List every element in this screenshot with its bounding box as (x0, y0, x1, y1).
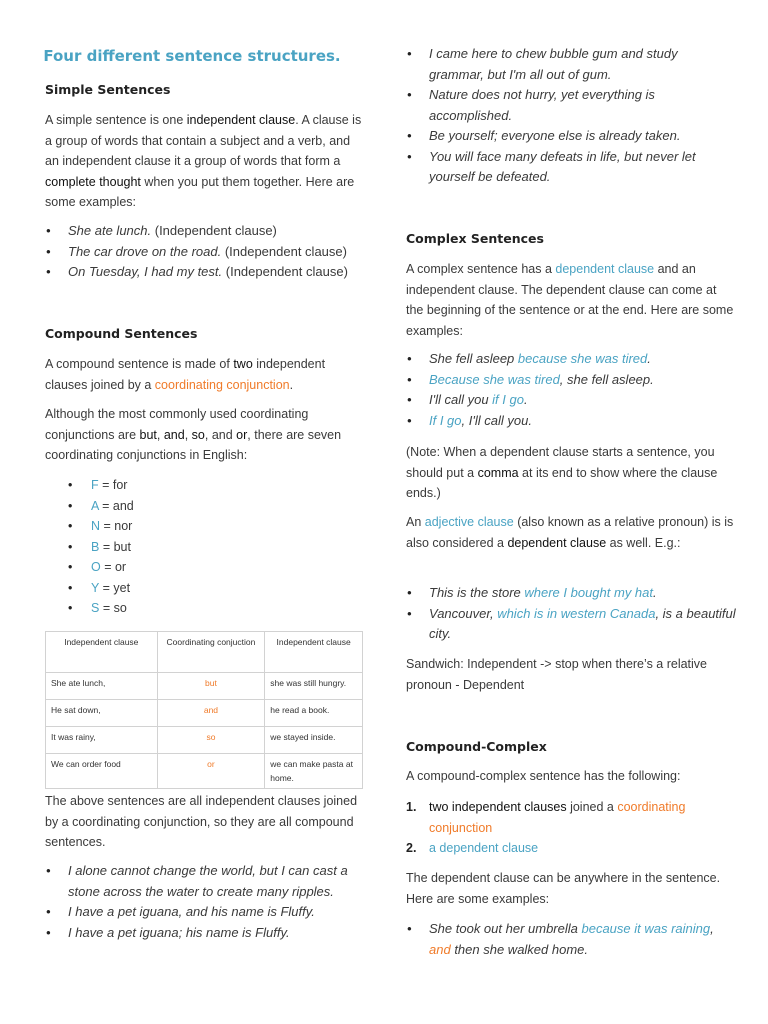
table-header-cell: Coordinating conjuction (157, 632, 265, 673)
compound-complex-heading: Compound-Complex (406, 739, 547, 754)
text-span: , (710, 921, 714, 936)
text-span: but (139, 427, 157, 442)
list-item (406, 583, 736, 604)
text-span: adjective clause (424, 515, 514, 529)
list-item: • I have a pet iguana, and his name is Fluffy. (45, 902, 363, 923)
text-span: . (523, 392, 528, 407)
text-span: Although the most commonly used coordinating conjunctions are (45, 407, 309, 442)
text-span: . (653, 585, 657, 600)
table-header-cell: Independent clause (46, 632, 158, 673)
compound-complex-examples (406, 919, 736, 960)
text-span: Vancouver, (429, 605, 498, 621)
text-span: (Independent clause) (221, 243, 347, 259)
text-span: (also known as a relative pronoun) is is also considered a (406, 515, 734, 550)
list-item: • Be yourself; everyone else is already taken. (406, 126, 736, 147)
complex-paragraph (406, 259, 736, 341)
list-item (45, 242, 363, 263)
fanboys-meaning: = nor (100, 519, 133, 533)
text-span: independent clause (186, 113, 296, 127)
text-span: If I go (429, 412, 462, 428)
text-span: and an independent clause. The dependent clause can come at the beginning of the sentence or at the end. Here are some examples: (406, 262, 734, 338)
list-item: • You will face many defeats in life, but never let yourself be defeated. (406, 147, 736, 188)
list-item (406, 411, 736, 432)
numbered-item (406, 797, 736, 838)
table-row (46, 700, 363, 727)
conjunction-cell: and (157, 700, 265, 727)
text-span: . (647, 351, 651, 366)
text-span: , and (204, 427, 237, 442)
conjunction-cell: or (157, 754, 265, 789)
compound-paragraph-1 (45, 354, 363, 395)
text-span: An (406, 515, 425, 529)
list-item (45, 262, 363, 283)
list-item: • I have a pet iguana; his name is Fluffy. (45, 923, 363, 944)
fanboys-item (45, 496, 363, 517)
compound-complex-intro: A compound-complex sentence has the following: (406, 769, 681, 783)
text-span: because it was raining (581, 921, 711, 936)
fanboys-letter: N (91, 519, 101, 533)
text-span: which is in western Canada (497, 605, 656, 621)
clause-cell: we stayed inside. (265, 727, 363, 754)
text-span: Because she was tired (429, 371, 560, 387)
clause-cell: we can make pasta at home. (265, 754, 363, 789)
clause-cell: he read a book. (265, 700, 363, 727)
text-span: or (236, 427, 248, 442)
text-span: . A clause is a group of words that contain a subject and a verb, and an independent clause it a group of words that form a (45, 113, 362, 168)
conjunction-cell: but (157, 673, 265, 700)
text-span: when you put them together. Here are some examples: (45, 174, 355, 209)
fanboys-list (45, 475, 363, 619)
list-item (45, 221, 363, 242)
fanboys-item (45, 598, 363, 619)
compound-examples-continued (406, 44, 736, 188)
table-header-cell: Independent clause (265, 632, 363, 673)
fanboys-letter: O (91, 560, 101, 574)
page-title: Four different sentence structures. (43, 47, 341, 65)
after-table-paragraph: The above sentences are all independent clauses joined by a coordinating conjunction, so they are all compound sentences. (45, 794, 358, 849)
fanboys-meaning: = and (98, 498, 134, 513)
fanboys-item (45, 578, 363, 599)
table-row (46, 754, 363, 789)
text-span: , (156, 427, 164, 442)
list-item (406, 390, 736, 411)
simple-heading: Simple Sentences (45, 82, 171, 97)
list-item (406, 370, 736, 391)
fanboys-meaning: = yet (99, 580, 131, 595)
list-item: • I alone cannot change the world, but I can cast a stone across the water to create many ripples. (45, 861, 363, 902)
compound-complex-list (406, 797, 736, 859)
text-span: A compound sentence is made of (45, 357, 234, 371)
table-row (46, 727, 363, 754)
clause-cell: She ate lunch, (46, 673, 158, 700)
text-span: The car drove on the road. (68, 243, 222, 259)
list-item (406, 919, 736, 960)
compound-paragraph-2 (45, 404, 363, 466)
fanboys-letter: S (91, 601, 100, 615)
list-item: • I came here to chew bubble gum and study grammar, but I'm all out of gum. (406, 44, 736, 85)
compound-examples (45, 861, 363, 943)
text-span: This is the store (429, 585, 525, 600)
text-span: . (289, 377, 294, 392)
fanboys-letter: A (91, 498, 99, 513)
table-header-row (46, 632, 363, 673)
numbered-item (406, 838, 736, 859)
simple-paragraph (45, 110, 363, 213)
fanboys-meaning: = but (99, 539, 131, 554)
text-span: She ate lunch. (68, 223, 152, 238)
text-span: dependent clause (555, 262, 655, 276)
list-item: • Nature does not hurry, yet everything is accomplished. (406, 85, 736, 126)
conjunction-table (45, 631, 363, 789)
text-span: She fell asleep (429, 351, 518, 366)
text-span: , I'll call you. (461, 412, 532, 428)
adjective-clause-paragraph (406, 512, 736, 553)
table-body (46, 673, 363, 789)
fanboys-meaning: = or (100, 560, 127, 574)
clause-cell: We can order food (46, 754, 158, 789)
fanboys-item (45, 475, 363, 496)
text-span: , she fell asleep. (559, 371, 654, 387)
text-span: independent clauses joined by a (45, 357, 326, 392)
simple-examples (45, 221, 363, 283)
text-span: if I go (492, 392, 524, 407)
fanboys-item (45, 537, 363, 558)
text-span: two (233, 357, 253, 371)
text-span: On Tuesday, I had my test. (68, 264, 223, 279)
list-item (406, 349, 736, 370)
text-span: then she walked home. (450, 941, 589, 957)
text-span: (Independent clause) (222, 264, 348, 279)
fanboys-letter: Y (91, 580, 100, 595)
text-span: a dependent clause (429, 841, 539, 855)
text-span: (Independent clause) (151, 223, 277, 238)
clause-cell: she was still hungry. (265, 673, 363, 700)
clause-cell: He sat down, (46, 700, 158, 727)
text-span: coordinating conjunction (429, 800, 686, 835)
table-row (46, 673, 363, 700)
text-span: She took out her umbrella (429, 921, 582, 936)
item-number: 1. (406, 800, 417, 814)
conjunction-cell: so (157, 727, 265, 754)
text-span: and (163, 427, 185, 442)
item-number: 2. (406, 841, 417, 855)
list-item (406, 604, 736, 645)
text-span: , there are seven coordinating conjunctions in English: (45, 427, 342, 462)
fanboys-letter: B (91, 539, 100, 554)
compound-heading: Compound Sentences (45, 326, 198, 341)
text-span: complete thought (45, 174, 141, 189)
complex-examples (406, 349, 736, 431)
text-span: , (184, 427, 192, 442)
fanboys-item (45, 557, 363, 578)
text-span: coordinating conjunction (154, 377, 290, 392)
text-span: I'll call you (429, 392, 493, 407)
fanboys-meaning: = for (98, 478, 128, 492)
text-span: , is a beautiful city. (429, 605, 736, 641)
text-span: two independent clauses (429, 800, 567, 814)
text-span: where I bought my hat (524, 585, 654, 600)
text-span: A complex sentence has a (406, 262, 556, 276)
text-span: joined a (566, 800, 618, 814)
text-span: comma (477, 465, 519, 480)
text-span: dependent clause (507, 535, 607, 550)
text-span: as well. E.g.: (606, 535, 681, 550)
complex-note (406, 442, 736, 504)
text-span: A simple sentence is one (45, 113, 187, 127)
fanboys-letter: F (91, 478, 99, 492)
clause-cell: It was rainy, (46, 727, 158, 754)
compound-complex-paragraph: The dependent clause can be anywhere in the sentence. Here are some examples: (406, 871, 721, 906)
text-span: (Note: When a dependent clause starts a sentence, you should put a (406, 445, 715, 480)
text-span: and (429, 941, 451, 957)
sandwich-note: Sandwich: Independent -> stop when there’s a relative pronoun - Dependent (406, 657, 708, 692)
fanboys-meaning: = so (99, 601, 127, 615)
fanboys-item (45, 516, 363, 537)
text-span: at its end to show where the clause ends.) (406, 465, 718, 500)
complex-heading: Complex Sentences (406, 231, 544, 246)
adjective-examples (406, 583, 736, 645)
text-span: because she was tired (517, 351, 648, 366)
text-span: so (191, 427, 205, 442)
